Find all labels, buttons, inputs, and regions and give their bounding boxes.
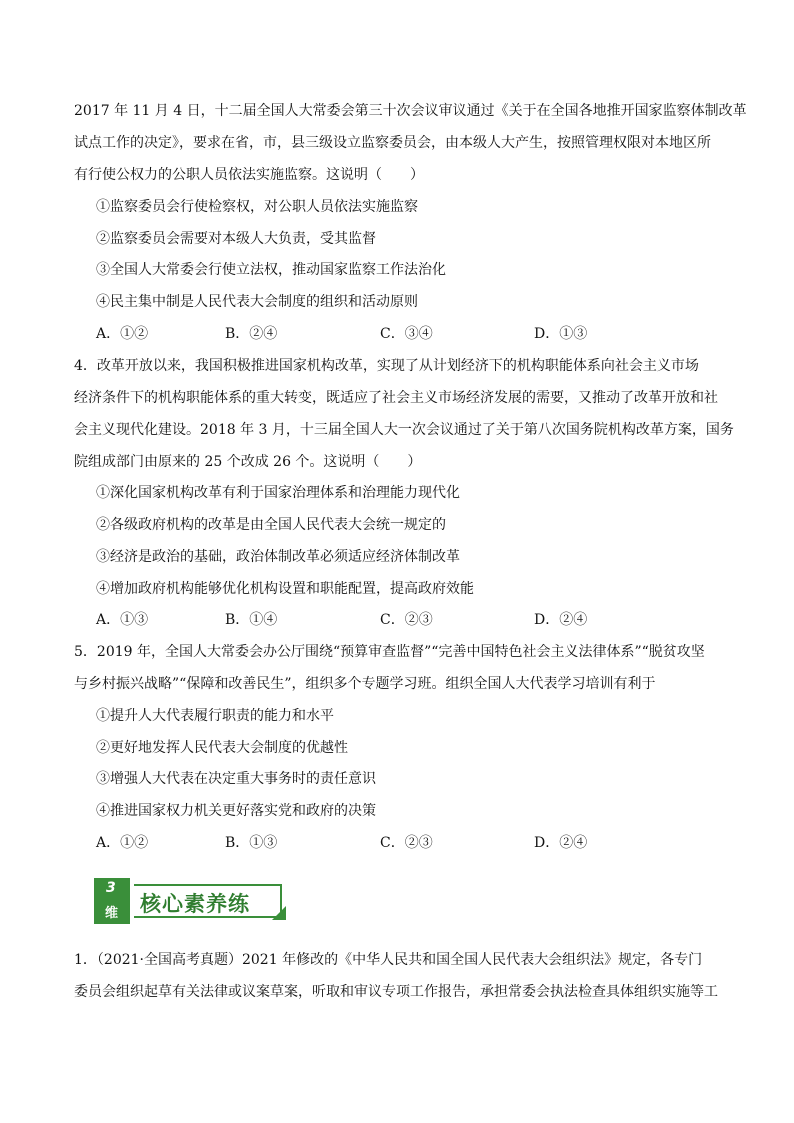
q1-stem-line-2: 委员会组织起草有关法律或议案草案，听取和审议专项工作报告，承担常委会执法检查具体组织实施等工 — [74, 984, 718, 1000]
q1-stem-line-1: 1．（2021·全国高考真题）2021 年修改的《中华人民共和国全国人民代表大会组织法》规定，各专门 — [74, 952, 703, 968]
section-banner — [94, 878, 284, 921]
q4-stem-line-2: 经济条件下的机构职能体系的重大转变，既适应了社会主义市场经济发展的需要，又推动了改革开放和社 — [74, 390, 718, 406]
q4-stem-line-4: 院组成部门由原来的 25 个改成 26 个。这说明（ ） — [74, 454, 422, 470]
q4-item-2: ②各级政府机构的改革是由全国人民代表大会统一规定的 — [96, 517, 446, 533]
q5-option-a: A．①② — [96, 835, 149, 851]
q3-item-3: ③全国人大常委会行使立法权，推动国家监察工作法治化 — [96, 262, 446, 278]
q3-option-a: A．①② — [96, 326, 149, 342]
q3-option-c: C．③④ — [380, 326, 433, 342]
q5-stem-line-2: 与乡村振兴战略”“保障和改善民生”，组织多个专题学习班。组织全国人大代表学习培训有利于 — [74, 676, 656, 692]
q4-stem-line-3: 会主义现代化建设。2018 年 3 月，十三届全国人大一次会议通过了关于第八次国务院机构改革方案，国务 — [74, 422, 734, 438]
q3-item-4: ④民主集中制是人民代表大会制度的组织和活动原则 — [96, 294, 418, 310]
section-badge — [94, 878, 130, 924]
q5-option-c: C．②③ — [380, 835, 433, 851]
q3-option-b: B．②④ — [225, 326, 278, 342]
section-badge-number: 3 — [106, 880, 116, 896]
q5-option-d: D．②④ — [534, 835, 588, 851]
q5-item-2: ②更好地发挥人民代表大会制度的优越性 — [96, 740, 348, 756]
q3-stem-line-3: 有行使公权力的公职人员依法实施监察。这说明（ ） — [74, 167, 424, 183]
q5-option-b: B．①③ — [225, 835, 278, 851]
q3-item-1: ①监察委员会行使检察权，对公职人员依法实施监察 — [96, 199, 418, 215]
q4-stem-line-1: 4．改革开放以来，我国积极推进国家机构改革，实现了从计划经济下的机构职能体系向社会主义市场 — [74, 358, 699, 374]
q4-option-d: D．②④ — [534, 612, 588, 628]
q4-item-3: ③经济是政治的基础，政治体制改革必须适应经济体制改革 — [96, 549, 460, 565]
section-badge-word: 维 — [105, 906, 119, 921]
q5-stem-line-1: 5．2019 年，全国人大常委会办公厅围绕“预算审查监督”“完善中国特色社会主义法律体系”“脱贫攻坚 — [74, 644, 705, 660]
q4-option-c: C．②③ — [380, 612, 433, 628]
q3-option-d: D．①③ — [534, 326, 588, 342]
section-title-box — [134, 884, 282, 918]
q4-item-4: ④增加政府机构能够优化机构设置和职能配置，提高政府效能 — [96, 581, 474, 597]
q3-stem-line-1: 2017 年 11 月 4 日，十二届全国人大常委会第三十次会议审议通过《关于在全国各地推开国家监察体制改革 — [74, 103, 747, 119]
q4-option-b: B．①④ — [225, 612, 278, 628]
q4-option-a: A．①③ — [96, 612, 149, 628]
q3-stem-line-2: 试点工作的决定》，要求在省，市，县三级设立监察委员会，由本级人大产生，按照管理权限对本地区所 — [74, 135, 711, 151]
q5-item-4: ④推进国家权力机关更好落实党和政府的决策 — [96, 803, 376, 819]
section-title: 核心素养练 — [140, 892, 250, 916]
q5-item-1: ①提升人大代表履行职责的能力和水平 — [96, 708, 334, 724]
q3-item-2: ②监察委员会需要对本级人大负责，受其监督 — [96, 231, 376, 247]
q4-item-1: ①深化国家机构改革有利于国家治理体系和治理能力现代化 — [96, 485, 460, 501]
q5-item-3: ③增强人大代表在决定重大事务时的责任意识 — [96, 771, 376, 787]
